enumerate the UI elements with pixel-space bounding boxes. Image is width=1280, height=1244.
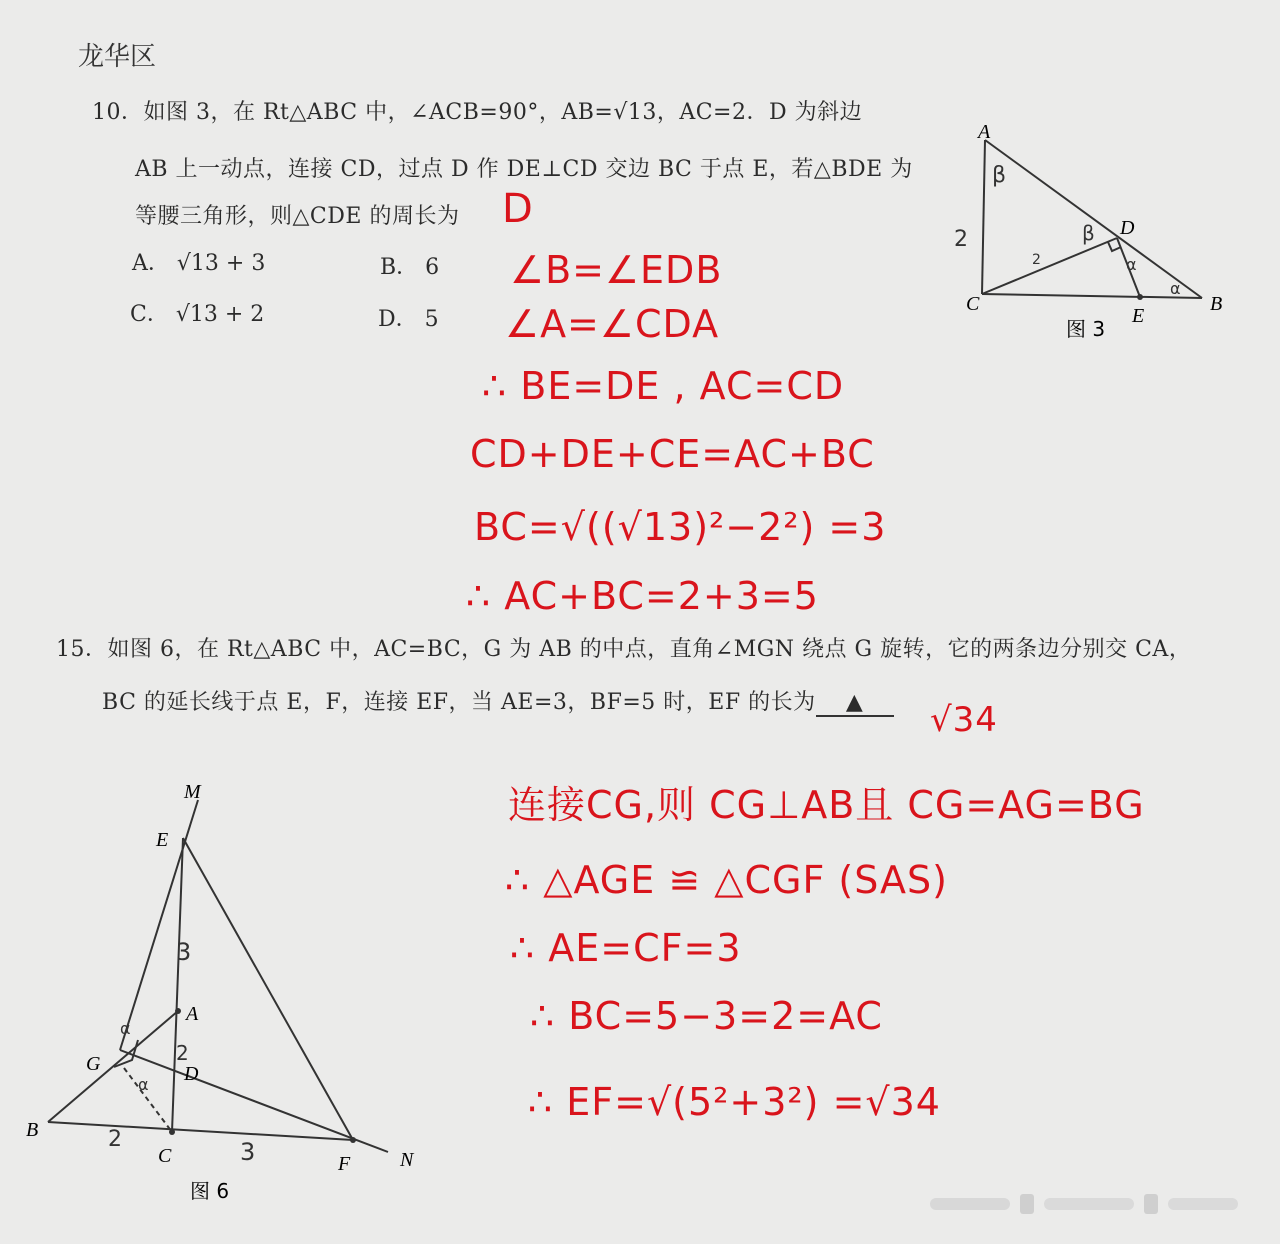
mark-ad-length: 2 [176,1041,189,1065]
label-n: N [400,1149,414,1171]
q15-answer: √34 [930,700,998,740]
option-text: 5 [424,307,439,332]
mark-alpha-gc: α [138,1075,149,1094]
label-c: C [966,293,980,315]
figure-3 [940,110,1240,350]
figure-6-caption: 图 6 [190,1179,230,1203]
q15-work-3: ∴ AE=CF=3 [510,926,742,970]
option-text: 6 [425,255,440,280]
line-gn [120,1050,388,1152]
q10-answer: D [502,186,534,232]
figure-6 [20,770,440,1210]
label-m: M [184,781,201,803]
q10-option-b [380,250,439,281]
label-a: A [186,1003,199,1025]
segment-ec [172,838,183,1132]
label-d: D [1120,217,1135,239]
q15-line2: BC 的延长线于点 E，F，连接 EF，当 AE=3，BF=5 时，EF 的长为 [102,690,816,715]
point-f-dot [350,1137,356,1143]
segment-cb [982,294,1202,298]
q15-work-4: ∴ BC=5−3=2=AC [530,994,883,1038]
q10-work-1: ∠B=∠EDB [510,248,723,292]
q15-work-2: ∴ △AGE ≌ △CGF (SAS) [505,858,948,902]
mark-alpha-b: α [1170,279,1181,298]
mark-ac-length: 2 [954,227,968,252]
mark-cf-length: 3 [240,1138,256,1166]
label-b: B [26,1119,39,1141]
q10-line2: AB 上一动点，连接 CD，过点 D 作 DE⊥CD 交边 BC 于点 E，若△BDE 为 [135,157,913,182]
label-g: G [86,1053,101,1075]
mark-bc-length: 2 [108,1127,122,1152]
label-c: C [158,1145,172,1167]
option-text: √13 + 3 [176,251,266,276]
answer-blank: ▲ [816,690,894,717]
q10-work-2: ∠A=∠CDA [505,302,720,346]
mark-beta-a: β [992,163,1007,188]
district-title: 龙华区 [78,42,157,72]
option-letter: C． [130,302,169,327]
option-letter: A． [132,251,170,276]
option-letter: B． [380,255,419,280]
segment-ef [183,838,353,1140]
label-e: E [1132,305,1145,327]
label-f: F [338,1153,351,1175]
figure-3-caption: 图 3 [1066,317,1106,341]
point-a-dot [175,1008,181,1014]
mark-beta-d: β [1082,221,1095,245]
label-a: A [978,121,991,143]
mark-ae-length: 3 [176,938,192,966]
q15-line2-wrap [102,685,894,717]
q10-line3: 等腰三角形，则△CDE 的周长为 [135,204,460,229]
label-d: D [184,1063,199,1085]
q10-line1: 10．如图 3，在 Rt△ABC 中，∠ACB=90°，AB=√13，AC=2．D 为斜边 [92,100,863,125]
option-letter: D． [378,307,418,332]
q10-option-c [130,297,264,328]
q10-option-d [378,302,439,333]
segment-ba [48,1011,178,1122]
q15-line1: 15．如图 6，在 Rt△ABC 中，AC=BC，G 为 AB 的中点，直角∠MGN 绕点 G 旋转，它的两条边分别交 CA， [56,637,1192,662]
mark-cd-length: 2 [1032,252,1041,268]
option-text: √13 + 2 [175,302,265,327]
watermark-graphic [930,1190,1250,1220]
q10-work-3: ∴ BE=DE , AC=CD [482,364,845,408]
segment-ac [982,140,985,294]
mark-alpha-g: α [120,1019,131,1038]
q10-work-4: CD+DE+CE=AC+BC [470,432,875,476]
segment-cd [982,238,1117,294]
q15-work-1: 连接CG,则 CG⊥AB且 CG=AG=BG [508,783,1145,827]
segment-bf [48,1122,353,1140]
point-e-dot [1137,294,1143,300]
segment-ab [985,140,1202,298]
q10-work-6: ∴ AC+BC=2+3=5 [466,574,819,618]
label-e: E [156,829,169,851]
point-c-dot [169,1129,175,1135]
q10-option-a [132,246,265,277]
q15-work-5: ∴ EF=√(5²+3²) =√34 [528,1080,941,1124]
mark-alpha-d: α [1126,255,1137,274]
q10-work-5: BC=√((√13)²−2²) =3 [474,505,887,549]
label-b: B [1210,293,1223,315]
